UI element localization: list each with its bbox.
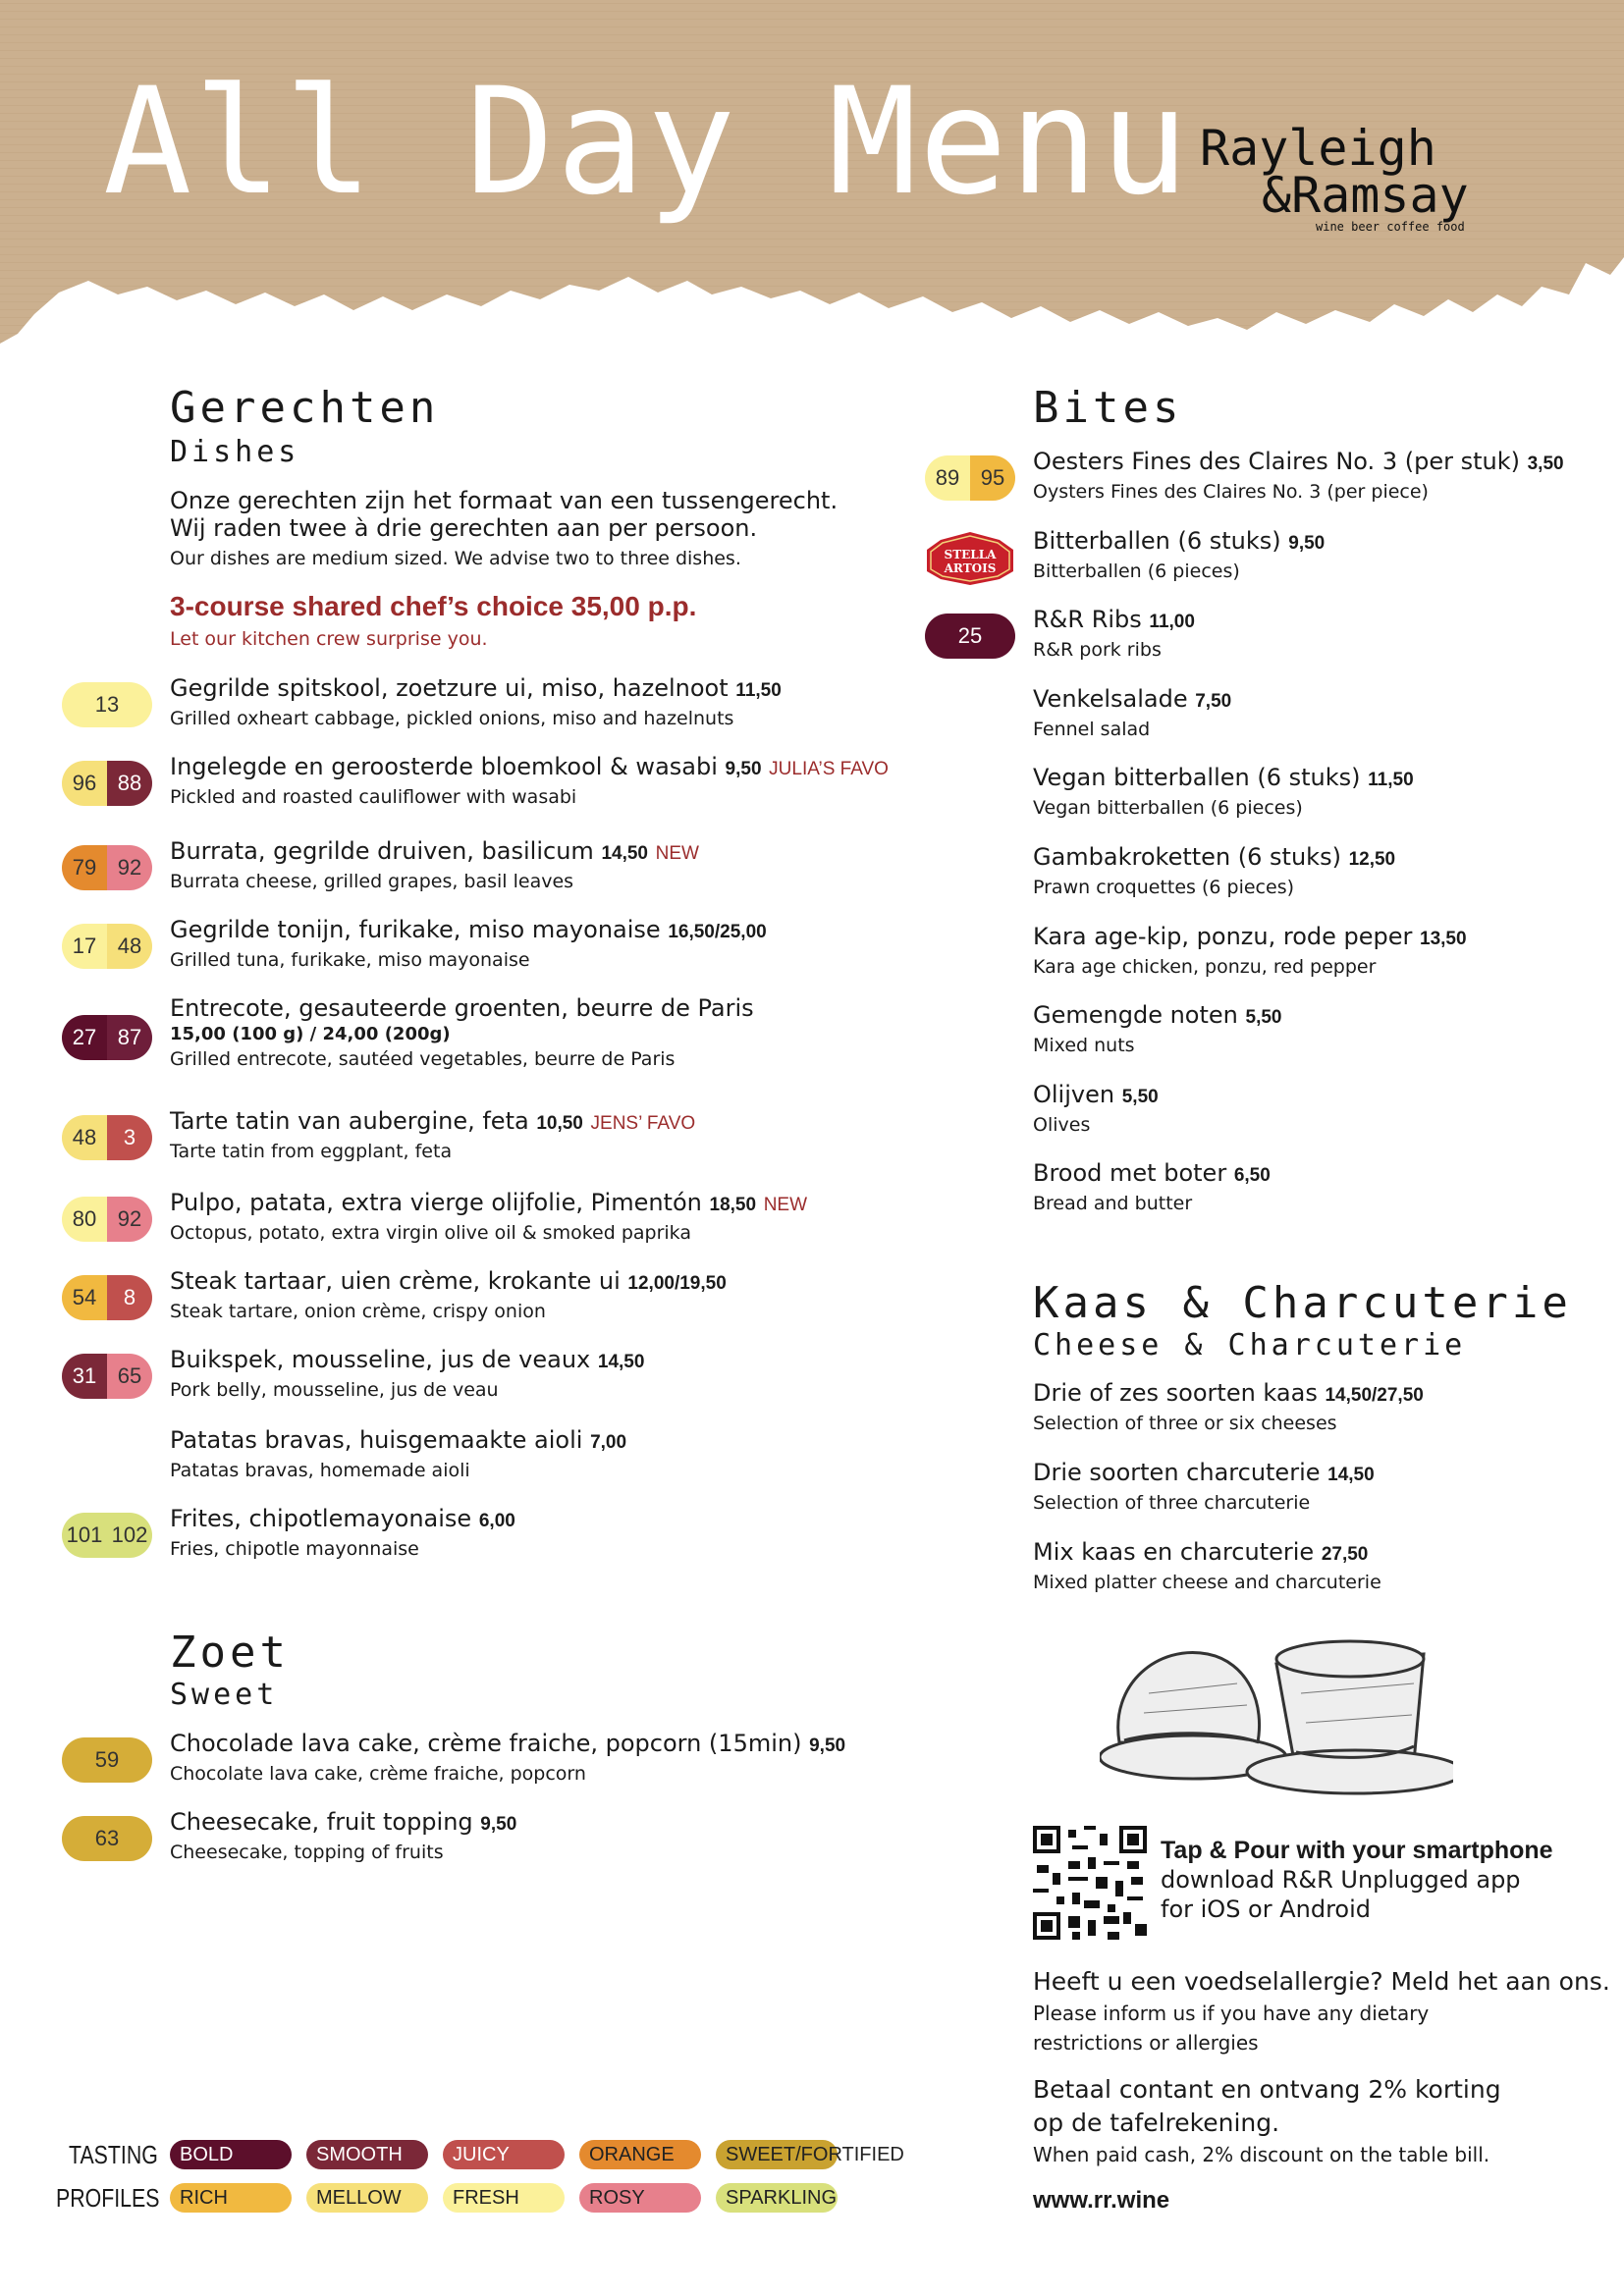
menu-item-translation: Patatas bravas, homemade aioli — [170, 1460, 470, 1481]
menu-item — [1033, 1458, 1375, 1516]
menu-item-price: 7,00 — [590, 1432, 627, 1453]
menu-item-price: 11,50 — [1368, 770, 1414, 790]
menu-item-name-text: Gegrilde tonijn, furikake, miso mayonaise — [170, 916, 661, 943]
menu-item-name — [170, 1266, 727, 1299]
menu-item-translation: Burrata cheese, grilled grapes, basil leaves — [170, 871, 574, 892]
menu-item-name — [170, 1504, 515, 1536]
menu-item-translation: Kara age chicken, ponzu, red pepper — [1033, 956, 1377, 978]
menu-item — [170, 752, 889, 810]
tasting-profile-chip: FRESH — [443, 2183, 565, 2213]
menu-item-translation: Selection of three charcuterie — [1033, 1492, 1311, 1514]
intro-en: Our dishes are medium sized. We advise two to three dishes. — [170, 548, 741, 569]
page-title: All Day Menu — [103, 57, 1191, 228]
menu-item-price: 5,50 — [1245, 1007, 1282, 1028]
menu-item-name — [1033, 605, 1195, 637]
menu-item-name-text: Bitterballen (6 stuks) — [1033, 527, 1281, 555]
menu-item-name — [170, 836, 699, 869]
menu-item-price: 6,50 — [1233, 1165, 1271, 1186]
menu-item-name-text: Drie soorten charcuterie — [1033, 1459, 1321, 1486]
dishes-title: Gerechten — [170, 383, 440, 433]
tasting-profile-code: 27 — [62, 1015, 107, 1060]
menu-item-name-text: Venkelsalade — [1033, 685, 1188, 713]
menu-item-tag: JULIA’S FAVO — [769, 759, 889, 779]
menu-item — [170, 915, 767, 973]
tasting-profile-chip: BOLD — [170, 2140, 292, 2169]
tasting-profile-chip: ORANGE — [579, 2140, 701, 2169]
menu-item-translation: Prawn croquettes (6 pieces) — [1033, 877, 1294, 898]
header-banner — [0, 0, 1624, 353]
menu-item-name — [1033, 763, 1414, 795]
menu-item-name — [1033, 1378, 1424, 1411]
menu-item-price: 10,50 — [536, 1113, 583, 1134]
stella-artois-icon — [923, 528, 1017, 587]
tasting-profile-code: 8 — [107, 1275, 152, 1320]
menu-item — [1033, 922, 1467, 980]
menu-item — [170, 836, 699, 894]
menu-item — [170, 1504, 515, 1562]
menu-item — [170, 1345, 644, 1403]
menu-item — [1033, 605, 1195, 663]
tasting-profile-code: 96 — [62, 761, 107, 806]
tasting-profile-code: 87 — [107, 1015, 152, 1060]
menu-item-translation: Octopus, potato, extra virgin olive oil & smoked paprika — [170, 1222, 691, 1244]
menu-item — [1033, 447, 1564, 505]
menu-item-translation: Tarte tatin from eggplant, feta — [170, 1141, 453, 1162]
tasting-profile-code: 92 — [107, 845, 152, 890]
tasting-profile-code: 88 — [107, 761, 152, 806]
menu-item — [1033, 684, 1231, 742]
menu-item-name-text: R&R Ribs — [1033, 606, 1142, 633]
menu-item-translation: Mixed platter cheese and charcuterie — [1033, 1572, 1381, 1593]
menu-item-price: 9,50 — [809, 1735, 846, 1756]
menu-item — [170, 673, 782, 731]
tasting-profile-code: 80 — [62, 1197, 107, 1242]
menu-item-price: 7,50 — [1195, 691, 1232, 712]
tasting-profile-code: 102 — [107, 1513, 152, 1558]
tasting-profile-code: 95 — [970, 455, 1015, 501]
cheese-title: Kaas & Charcuterie — [1033, 1278, 1572, 1328]
brand-name-line2: &Ramsay — [1262, 166, 1469, 224]
cash-nl-line1: Betaal contant en ontvang 2% korting — [1033, 2075, 1501, 2104]
menu-item-price: 3,50 — [1527, 454, 1564, 474]
menu-item-name — [1033, 447, 1564, 479]
menu-item-name-text: Burrata, gegrilde druiven, basilicum — [170, 837, 594, 865]
menu-item-price: 27,50 — [1321, 1544, 1369, 1565]
menu-item-translation: Grilled oxheart cabbage, pickled onions, miso and hazelnuts — [170, 708, 734, 729]
menu-item-translation: Grilled entrecote, sautéed vegetables, beurre de Paris — [170, 1048, 676, 1070]
legend-label-tasting: TASTING — [69, 2140, 158, 2169]
app-promo-line3: for iOS or Android — [1161, 1896, 1372, 1923]
menu-item-name-text: Gemengde noten — [1033, 1001, 1238, 1029]
menu-item-price: 11,50 — [735, 680, 782, 701]
tasting-profile-code: 48 — [107, 924, 152, 969]
allergy-note — [1033, 1965, 1610, 2057]
menu-item-price: 14,50 — [597, 1352, 645, 1372]
menu-item-price: 14,50 — [601, 843, 648, 864]
menu-item — [1033, 1080, 1159, 1138]
menu-item — [1033, 1378, 1424, 1436]
bites-title: Bites — [1033, 383, 1183, 433]
app-promo-line2: download R&R Unplugged app — [1161, 1866, 1521, 1894]
tasting-profile-badge — [62, 1737, 152, 1783]
qr-code-icon[interactable] — [1033, 1826, 1147, 1940]
tasting-profile-chip: SMOOTH — [306, 2140, 428, 2169]
menu-item-translation: Fries, chipotle mayonnaise — [170, 1538, 419, 1560]
menu-item — [170, 1807, 516, 1865]
menu-item-price: 16,50/25,00 — [668, 922, 767, 942]
menu-item-name-text: Tarte tatin van aubergine, feta — [170, 1107, 529, 1135]
menu-item-name-text: Patatas bravas, huisgemaakte aioli — [170, 1426, 583, 1454]
menu-item-price: 5,50 — [1121, 1087, 1159, 1107]
menu-item-price: 12,50 — [1348, 849, 1396, 870]
menu-item-name — [1033, 842, 1395, 875]
tasting-profile-badge — [62, 1354, 152, 1399]
menu-item-name — [1033, 1000, 1282, 1033]
menu-item-name-text: Brood met boter — [1033, 1159, 1227, 1187]
menu-item-name — [1033, 1080, 1159, 1112]
menu-item-price: 11,00 — [1149, 612, 1195, 632]
tasting-profile-badge — [62, 1816, 152, 1861]
tasting-profile-code: 101 — [62, 1513, 107, 1558]
menu-item-name — [170, 1425, 626, 1458]
menu-item-price: 9,50 — [1288, 533, 1326, 554]
menu-item — [170, 1188, 807, 1246]
brand-logo — [1200, 120, 1469, 234]
menu-item-name-text: Pulpo, patata, extra vierge olijfolie, Pimentón — [170, 1189, 702, 1216]
tasting-profile-code: 89 — [925, 455, 970, 501]
cash-note — [1033, 2073, 1501, 2169]
dishes-intro — [170, 487, 955, 569]
sweet-subtitle: Sweet — [170, 1678, 279, 1712]
menu-item — [170, 993, 754, 1072]
allergy-en-line1: Please inform us if you have any dietary — [1033, 2002, 1430, 2025]
menu-item-name — [170, 915, 767, 947]
tasting-profile-chip: JUICY — [443, 2140, 565, 2169]
menu-item-price: 14,50/27,50 — [1325, 1385, 1424, 1406]
menu-item — [170, 1729, 845, 1787]
tasting-profile-code: 92 — [107, 1197, 152, 1242]
tasting-profile-code: 79 — [62, 845, 107, 890]
tasting-profile-code: 25 — [925, 614, 1015, 659]
menu-item-name-text: Steak tartaar, uien crème, krokante ui — [170, 1267, 621, 1295]
stella-artois-icon-line1: STELLA — [944, 548, 997, 561]
menu-item-name-text: Olijven — [1033, 1081, 1115, 1108]
menu-item-price: 13,50 — [1420, 929, 1467, 949]
menu-item-translation: Mixed nuts — [1033, 1035, 1135, 1056]
tasting-profile-code: 59 — [62, 1737, 152, 1783]
menu-item-name-text: Entrecote, gesauteerde groenten, beurre de Paris — [170, 994, 754, 1022]
app-promo — [1161, 1836, 1553, 1924]
menu-item-name — [170, 752, 889, 784]
menu-item-translation: Steak tartare, onion crème, crispy onion — [170, 1301, 546, 1322]
menu-item-price: 14,50 — [1327, 1465, 1375, 1485]
tasting-profile-badge — [62, 845, 152, 890]
menu-item-translation: Selection of three or six cheeses — [1033, 1413, 1337, 1434]
tasting-profile-chip: SWEET/FORTIFIED — [716, 2140, 838, 2169]
menu-item-price: 9,50 — [725, 759, 762, 779]
menu-item-translation: Olives — [1033, 1114, 1091, 1136]
menu-item-name-text: Cheesecake, fruit topping — [170, 1808, 473, 1836]
menu-item-name — [170, 673, 782, 706]
menu-item-name-text: Kara age-kip, ponzu, rode peper — [1033, 923, 1413, 950]
tasting-profile-chip: ROSY — [579, 2183, 701, 2213]
intro-nl-line2: Wij raden twee à drie gerechten aan per persoon. — [170, 514, 758, 542]
menu-item-translation: Fennel salad — [1033, 719, 1151, 740]
chef-choice-subtitle: Let our kitchen crew surprise you. — [170, 628, 488, 650]
menu-item-name — [170, 1106, 695, 1139]
menu-item-name-text: Drie of zes soorten kaas — [1033, 1379, 1318, 1407]
menu-item — [1033, 1158, 1271, 1216]
brand-tagline: wine beer coffee food — [1316, 220, 1465, 234]
stella-artois-icon-line2: ARTOIS — [944, 561, 997, 575]
menu-item-tag: NEW — [763, 1195, 808, 1215]
app-promo-title: Tap & Pour with your smartphone — [1161, 1837, 1553, 1864]
chef-choice-title: 3-course shared chef’s choice 35,00 p.p. — [170, 591, 697, 621]
menu-item-translation: Pickled and roasted cauliflower with wasabi — [170, 786, 577, 808]
cash-en: When paid cash, 2% discount on the table bill. — [1033, 2143, 1490, 2166]
menu-item-name — [1033, 1537, 1381, 1570]
legend-label-profiles: PROFILES — [56, 2183, 160, 2213]
website-link[interactable]: www.rr.wine — [1033, 2187, 1170, 2214]
tasting-profile-code: 48 — [62, 1115, 107, 1160]
menu-item-price: 6,00 — [478, 1511, 515, 1531]
tasting-profile-code: 63 — [62, 1816, 152, 1861]
brand-name-line1: Rayleigh — [1200, 120, 1436, 177]
menu-item — [170, 1106, 695, 1164]
menu-item-price: 9,50 — [480, 1814, 517, 1835]
menu-item — [170, 1266, 727, 1324]
tasting-profile-badge — [62, 1015, 152, 1060]
menu-item-translation: Grilled tuna, furikake, miso mayonaise — [170, 949, 530, 971]
menu-item-name — [1033, 684, 1231, 717]
menu-item-name-text: Oesters Fines des Claires No. 3 (per stuk) — [1033, 448, 1520, 475]
menu-item-name-text: Buikspek, mousseline, jus de veaux — [170, 1346, 591, 1373]
menu-item-name — [1033, 922, 1467, 954]
tasting-profile-code: 13 — [62, 682, 152, 727]
menu-item-translation: Pork belly, mousseline, jus de veau — [170, 1379, 499, 1401]
menu-item-tag: NEW — [655, 843, 699, 864]
tasting-profile-code: 3 — [107, 1115, 152, 1160]
allergy-nl: Heeft u een voedselallergie? Meld het aan ons. — [1033, 1967, 1610, 1996]
menu-item-name — [170, 1807, 516, 1840]
menu-item — [1033, 1537, 1381, 1595]
menu-item-translation: Vegan bitterballen (6 pieces) — [1033, 797, 1303, 819]
menu-item-translation: Oysters Fines des Claires No. 3 (per piece) — [1033, 481, 1429, 503]
dishes-subtitle: Dishes — [170, 435, 300, 469]
menu-item-name — [1033, 1158, 1271, 1191]
menu-item-name — [170, 1729, 845, 1761]
menu-item — [1033, 526, 1325, 584]
tasting-profile-badge — [62, 1115, 152, 1160]
menu-item-tag: JENS’ FAVO — [590, 1113, 696, 1134]
cheese-subtitle: Cheese & Charcuterie — [1033, 1328, 1467, 1362]
menu-item-translation: Chocolate lava cake, crème fraiche, popcorn — [170, 1763, 586, 1785]
tasting-profile-chip: MELLOW — [306, 2183, 428, 2213]
menu-item-name — [1033, 526, 1325, 559]
menu-item-name-text: Gambakroketten (6 stuks) — [1033, 843, 1341, 871]
tasting-profile-chip: SPARKLING — [716, 2183, 838, 2213]
sweet-title: Zoet — [170, 1628, 290, 1678]
tasting-profile-badge — [62, 1275, 152, 1320]
hats-illustration-icon — [1100, 1625, 1453, 1801]
menu-item — [1033, 763, 1414, 821]
tasting-profile-badge — [62, 1513, 152, 1558]
cash-nl-line2: op de tafelrekening. — [1033, 2109, 1280, 2137]
menu-item-name-text: Mix kaas en charcuterie — [1033, 1538, 1315, 1566]
menu-item-name-text: Gegrilde spitskool, zoetzure ui, miso, hazelnoot — [170, 674, 729, 702]
menu-item-translation: Bread and butter — [1033, 1193, 1193, 1214]
menu-item — [1033, 1000, 1282, 1058]
menu-item-price: 18,50 — [709, 1195, 757, 1215]
menu-item-name-text: Chocolade lava cake, crème fraiche, popcorn (15min) — [170, 1730, 802, 1757]
menu-item-name-text: Vegan bitterballen (6 stuks) — [1033, 764, 1361, 791]
tasting-profile-badge — [925, 614, 1015, 659]
tasting-profile-chip: RICH — [170, 2183, 292, 2213]
menu-item — [1033, 842, 1395, 900]
menu-item-name — [170, 1188, 807, 1220]
menu-item-name-text: Frites, chipotlemayonaise — [170, 1505, 472, 1532]
tasting-profile-badge — [62, 1197, 152, 1242]
tasting-profile-code: 54 — [62, 1275, 107, 1320]
menu-item-translation: R&R pork ribs — [1033, 639, 1162, 661]
tasting-profile-code: 17 — [62, 924, 107, 969]
tasting-profile-code: 65 — [107, 1354, 152, 1399]
allergy-en-line2: restrictions or allergies — [1033, 2031, 1259, 2055]
menu-item-name — [170, 993, 754, 1023]
tasting-profile-badge — [925, 455, 1015, 501]
menu-item-weights: 15,00 (100 g) / 24,00 (200g) — [170, 1024, 451, 1044]
chef-choice — [170, 591, 696, 650]
menu-item-name — [170, 1345, 644, 1377]
intro-nl-line1: Onze gerechten zijn het formaat van een tussengerecht. — [170, 487, 839, 514]
tasting-profile-badge — [62, 682, 152, 727]
menu-item-translation: Cheesecake, topping of fruits — [170, 1842, 444, 1863]
tasting-profile-badge — [62, 761, 152, 806]
menu-item-price: 12,00/19,50 — [627, 1273, 727, 1294]
tasting-profile-badge — [62, 924, 152, 969]
menu-item-name-text: Ingelegde en geroosterde bloemkool & wasabi — [170, 753, 718, 780]
menu-item-translation: Bitterballen (6 pieces) — [1033, 561, 1240, 582]
menu-item — [170, 1425, 626, 1483]
menu-item-name — [1033, 1458, 1375, 1490]
tasting-profile-code: 31 — [62, 1354, 107, 1399]
